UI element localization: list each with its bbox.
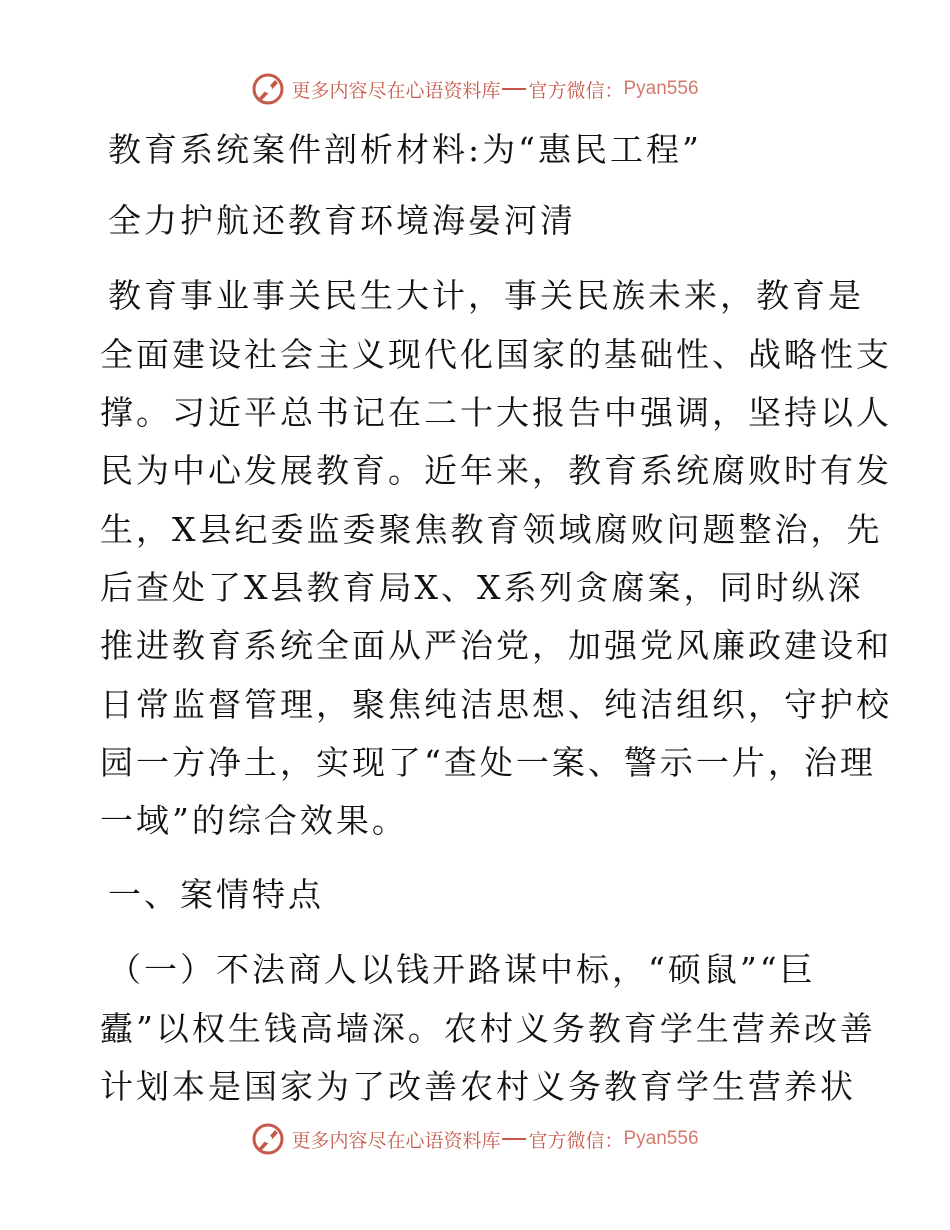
subsection-line: 蠹”以权生钱高墙深。农村义务教育学生营养改善 [100,1009,876,1048]
pen-logo-icon [251,72,285,106]
watermark-footer [0,1122,950,1156]
intro-line: 生，X县纪委监委聚焦教育领域腐败问题整治，先 [100,510,883,549]
intro-line: 推进教育系统全面从严治党，加强党风廉政建设和 [100,626,892,665]
watermark-header [0,72,950,106]
watermark-main-text: 更多内容尽在心语资料库 [291,1129,501,1152]
watermark-id: Pyan556 [623,78,699,99]
intro-line: 日常监督管理，聚焦纯洁思想、纯洁组织，守护校 [100,685,892,724]
title-line-2: 全力护航还教育环境海晏河清 [108,201,576,240]
intro-line: 园一方净土，实现了“查处一案、警示一片，治理 [100,743,876,782]
watermark-dash [502,88,526,90]
watermark-id: Pyan556 [623,1128,699,1149]
intro-line: 民为中心发展教育。近年来，教育系统腐败时有发 [100,451,892,490]
intro-line: 后查处了X县教育局X、X系列贪腐案，同时纵深 [100,568,864,607]
watermark-dash [502,1138,526,1140]
subsection-line: 计划本是国家为了改善农村义务教育学生营养状 [100,1067,856,1106]
subsection-line: （一）不法商人以钱开路谋中标，“硕鼠”“巨 [108,950,816,989]
intro-line: 一域”的综合效果。 [100,801,408,840]
watermark-main-text: 更多内容尽在心语资料库 [291,79,501,102]
intro-line: 全面建设社会主义现代化国家的基础性、战略性支 [100,335,892,374]
watermark-official-text: 官方微信： [528,79,624,102]
section-heading: 一、案情特点 [108,875,324,914]
watermark-official-text: 官方微信： [528,1129,624,1152]
pen-logo-icon [251,1122,285,1156]
intro-line: 撑。习近平总书记在二十大报告中强调，坚持以人 [100,393,892,432]
title-line-1: 教育系统案件剖析材料:为“惠民工程” [108,130,702,169]
intro-line: 教育事业事关民生大计，事关民族未来，教育是 [108,276,864,315]
